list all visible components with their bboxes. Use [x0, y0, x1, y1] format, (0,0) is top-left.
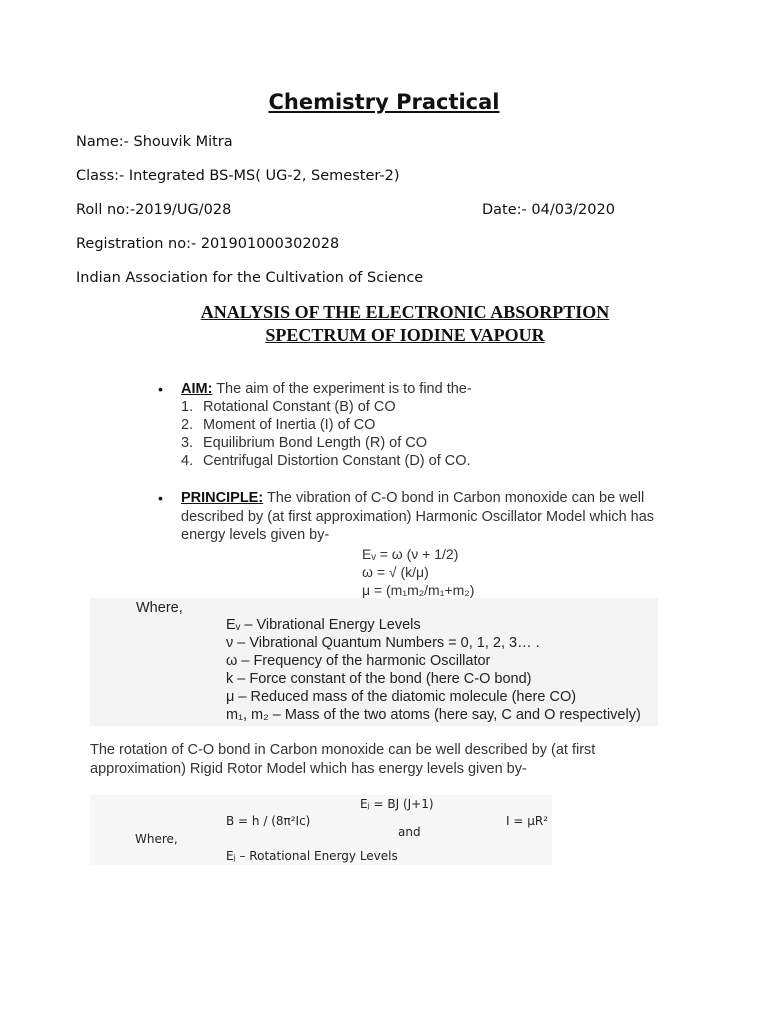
principle-heading: PRINCIPLE: [181, 490, 259, 506]
and-label: and: [398, 825, 421, 839]
principle-bullet: [158, 490, 163, 507]
equation-reduced-mass: μ = (m₁m₂/m₁+m₂): [362, 582, 475, 598]
equation-rotational-constant: B = h / (8π²Ic): [226, 814, 311, 828]
aim-item: 4. Centrifugal Distortion Constant (D) of CO.: [181, 453, 471, 469]
document-title: Chemistry Practical: [268, 90, 500, 114]
definition-item: ω – Frequency of the harmonic Oscillator: [226, 653, 491, 669]
definition-item: μ – Reduced mass of the diatomic molecule (here CO): [226, 689, 577, 705]
principle-line1: PRINCIPLE: The vibration of C-O bond in Carbon monoxide can be well: [181, 490, 645, 506]
bullet-icon: •: [158, 490, 163, 506]
aim-item: 3. Equilibrium Bond Length (R) of CO: [181, 435, 428, 451]
student-class: Class:- Integrated BS-MS( UG-2, Semester-2): [76, 168, 400, 184]
institute-name: Indian Association for the Cultivation of Science: [76, 270, 424, 286]
rotation-line1: The rotation of C-O bond in Carbon monoxide can be well described by (at first: [90, 742, 596, 758]
equation-omega: ω = √ (k/μ): [362, 564, 429, 580]
registration-number: Registration no:- 201901000302028: [76, 236, 340, 252]
aim-item: 2. Moment of Inertia (I) of CO: [181, 417, 376, 433]
rotation-definition-item: Eⱼ – Rotational Energy Levels: [226, 849, 398, 863]
aim-item: 1. Rotational Constant (B) of CO: [181, 399, 396, 415]
equation-vibrational-energy: Eᵥ = ω (ν + 1/2): [362, 546, 459, 562]
equation-rotational-energy: Eⱼ = BJ (J+1): [360, 797, 434, 811]
aim-heading: AIM: [181, 381, 208, 397]
aim-line: AIM: The aim of the experiment is to find the-: [181, 381, 472, 397]
student-name: Name:- Shouvik Mitra: [76, 134, 233, 150]
definition-item: ν – Vibrational Quantum Numbers = 0, 1, 2, 3… .: [226, 635, 540, 651]
equation-moment-of-inertia: I = μR²: [506, 814, 549, 828]
definition-item: Eᵥ – Vibrational Energy Levels: [226, 617, 421, 633]
roll-number: Roll no:-2019/UG/028: [76, 202, 232, 218]
experiment-title-line1: ANALYSIS OF THE ELECTRONIC ABSORPTION: [200, 302, 610, 322]
bullet-icon: •: [158, 381, 163, 397]
aim-section: [158, 381, 163, 398]
principle-line2: described by (at first approximation) Harmonic Oscillator Model which has: [181, 509, 655, 525]
definition-item: k – Force constant of the bond (here C-O bond): [226, 671, 532, 687]
experiment-title-line2: SPECTRUM OF IODINE VAPOUR: [265, 325, 545, 345]
definition-item: m₁, m₂ – Mass of the two atoms (here say, C and O respectively): [226, 707, 641, 723]
where-label: Where,: [136, 600, 183, 616]
rotation-line2: approximation) Rigid Rotor Model which has energy levels given by-: [90, 761, 527, 777]
aim-intro: The aim of the experiment is to find the-: [212, 381, 472, 397]
practical-date: Date:- 04/03/2020: [482, 202, 615, 218]
principle-line3: energy levels given by-: [181, 527, 330, 543]
rotation-where-label: Where,: [135, 832, 178, 846]
